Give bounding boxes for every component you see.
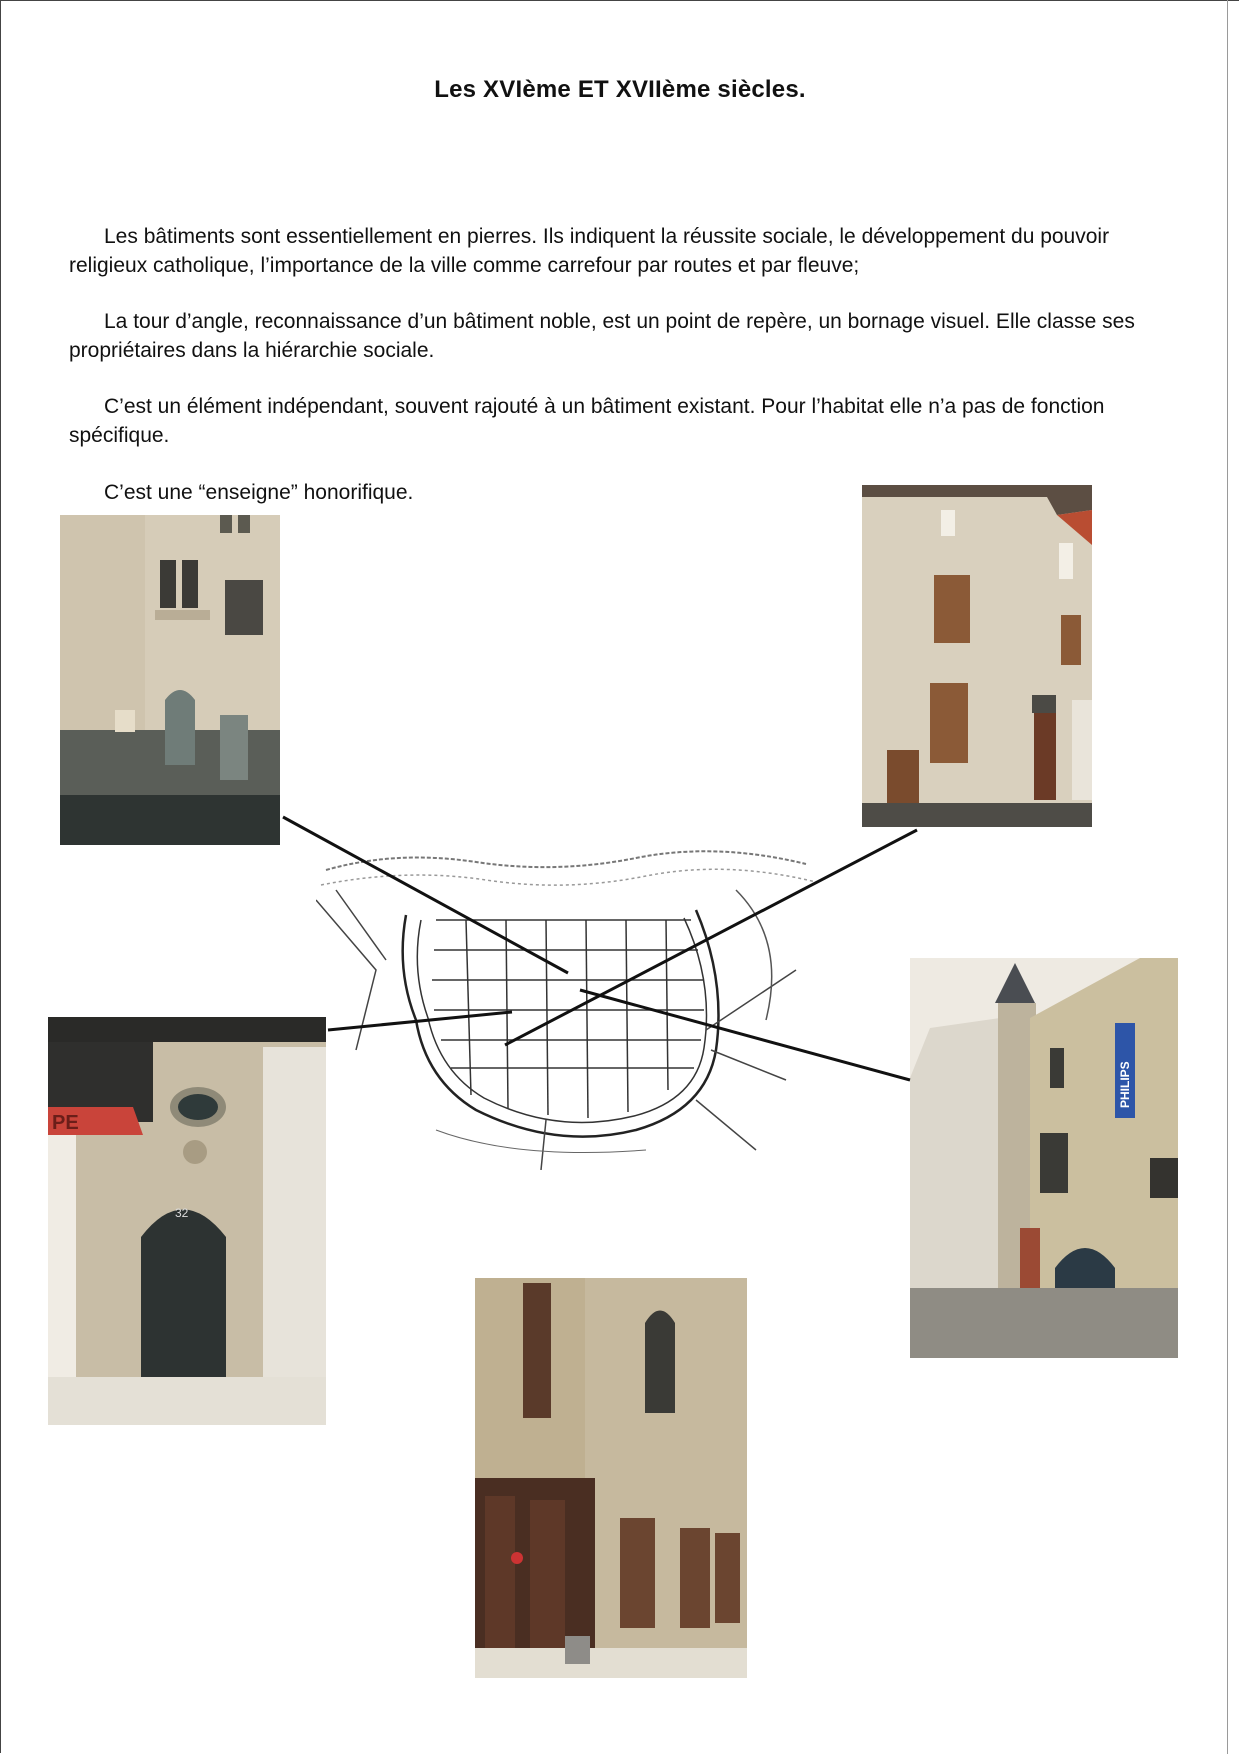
paragraph-3: C’est un élément indépendant, souvent rajouté à un bâtiment existant. Pour l’habitat elle n’a pas de fonction spécifique. <box>69 395 1105 447</box>
paragraph-4: C’est une “enseigne” honorifique. <box>104 481 414 504</box>
town-plan-map <box>316 850 821 1170</box>
photo-renaissance-facade <box>60 515 280 845</box>
photo-shuttered-house <box>862 485 1092 827</box>
page-title: Les XVIème ET XVIIème siècles. <box>434 76 806 103</box>
door-number: 32 <box>175 1206 189 1220</box>
photo-corner-tower <box>910 958 1178 1358</box>
awning-text: PE <box>52 1112 79 1134</box>
scan-edge <box>1227 0 1228 1754</box>
photo-street-facades <box>475 1278 747 1678</box>
photo-arched-doorway <box>48 1017 326 1425</box>
shop-sign-text: PHILIPS <box>1118 1061 1132 1108</box>
paragraph-2: La tour d’angle, reconnaissance d’un bâtiment noble, est un point de repère, un bornage visuel. Elle classe ses propriétaires dans la hiérarchie sociale. <box>69 310 1135 362</box>
paragraph-1: Les bâtiments sont essentiellement en pierres. Ils indiquent la réussite sociale, le développement du pouvoir religieux catholique, l’importance de la ville comme carrefour par routes et par fleuve; <box>69 225 1110 277</box>
